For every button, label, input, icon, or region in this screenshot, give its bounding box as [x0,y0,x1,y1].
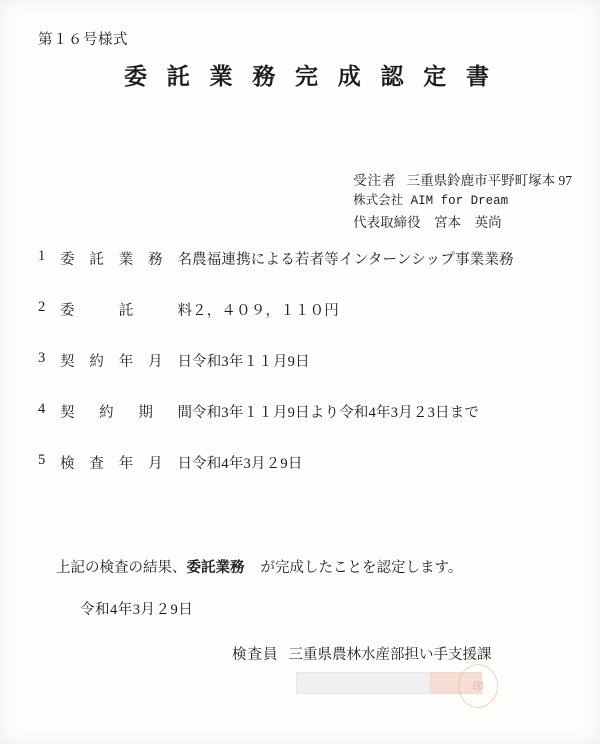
inspector-department: 三重県農林水産部担い手支援課 [288,647,492,663]
certification-statement [56,556,462,577]
item-key-char: 契 [60,405,75,421]
recipient-block [353,170,572,233]
item-key-char: 間 [177,405,192,421]
item-key-char: 月 [148,456,163,472]
item-key-char: 期 [138,405,153,421]
item-key-char: 約 [99,405,114,421]
recipient-address-line [353,170,572,191]
item-key [60,248,192,269]
recipient-representative: 代表取締役 宮本 英尚 [353,215,502,230]
item-key [60,452,192,473]
inspector-label: 検査員 [232,647,279,663]
recipient-company: 株式会社 AIM for Dream [353,194,509,208]
list-item [38,299,572,350]
item-value: 令和3年１１月9日 [192,354,310,370]
item-key-char: 委 [60,303,75,319]
item-key-char: 年 [118,456,134,472]
certification-date: 令和4年3月２9日 [80,602,194,618]
item-value: ２，４０９，１１０円 [192,303,339,319]
item-key-char: 託 [89,252,104,268]
item-key [60,299,192,320]
item-number: 4 [38,401,46,417]
item-key-char: 業 [118,252,134,268]
item-value: 令和3年１１月9日より令和4年3月２3日まで [192,405,480,421]
list-item [38,401,572,452]
list-item [38,452,572,503]
item-key-char: 年 [118,354,134,370]
list-item [38,350,572,401]
item-number: 1 [38,248,46,264]
item-key-char: 約 [89,354,104,370]
recipient-address: 三重県鈴鹿市平野町塚本 97 [406,173,572,188]
item-key-char: 委 [60,252,75,268]
inspector-block [232,643,492,664]
statement-suffix: が完成したことを認定します。 [260,560,463,576]
item-key-char: 契 [60,354,75,370]
recipient-label: 受注者 [353,173,397,188]
page-title: 委 託 業 務 完 成 認 定 書 [124,64,496,89]
seal-impression-icon: 印 [458,664,498,708]
item-key-char: 託 [118,303,134,319]
item-number: 3 [38,350,46,366]
item-value: 令和4年3月２9日 [192,456,303,472]
statement-prefix: 上記の検査の結果、 [56,560,187,576]
item-key-char: 名 [177,252,192,268]
item-key-char: 月 [148,354,163,370]
item-key-char: 検 [60,456,75,472]
items-list [38,248,572,503]
statement-emphasis: 委託業務 [186,560,245,576]
item-key-char: 務 [148,252,163,268]
item-key-char: 査 [89,456,104,472]
item-key [60,350,192,371]
item-value: 農福連携による若者等インターンシップ事業業務 [192,252,514,268]
item-key-char: 日 [177,456,192,472]
item-key [60,401,192,422]
item-number: 5 [38,452,46,468]
form-number: 第１６号様式 [38,32,128,48]
list-item [38,248,572,299]
item-key-char: 料 [177,303,192,319]
item-key-char: 日 [177,354,192,370]
item-number: 2 [38,299,46,315]
